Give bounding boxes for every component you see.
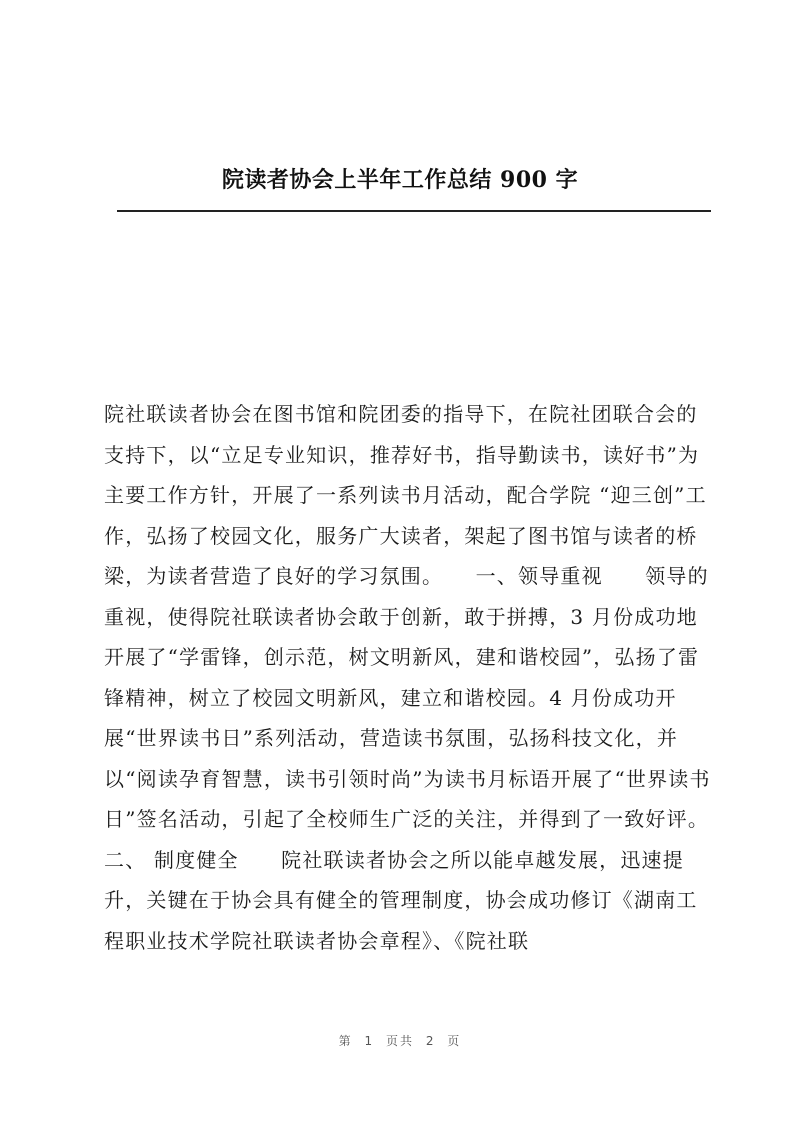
footer-prefix: 第 (338, 1034, 353, 1048)
footer-total-pages: 2 (425, 1034, 436, 1048)
page-footer (0, 1032, 800, 1049)
document-title: 院读者协会上半年工作总结 900 字 (221, 167, 579, 193)
body-paragraph: 院社联读者协会在图书馆和院团委的指导下，在院社团联合会的支持下，以“立足专业知识，推荐好书，指导勤读书，读好书”为主要工作方针，开展了一系列读书月活动，配合学院 “迎三创”工作，弘扬了校园文化，服务广大读者，架起了图书馆与读者的桥梁，为读者营造了良好的学习氛围。 一、领导重视 领导的重视，使得院社联读者协会敢于创新，敢于拼搏，3 月份成功地开展了“学雷锋，创示范，树文明新风，建和谐校园”，弘扬了雷锋精神，树立了校园文明新风，建立和谐校园。4 月份成功开展“世界读书日”系列活动，营造读书氛围，弘扬科技文化，并以“阅读孕育智慧，读书引领时尚”为读书月标语开展了“世界读书日”签名活动，引起了全校师生广泛的关注，并得到了一致好评。 二、 制度健全 院社联读者协会之所以能卓越发展，迅速提升，关键在于协会具有健全的管理制度，协会成功修订《湖南工程职业技术学院社联读者协会章程》、《院社联 (104, 402, 742, 953)
title-divider (117, 210, 711, 212)
footer-suffix: 页 (447, 1034, 462, 1048)
footer-middle: 页共 (385, 1034, 414, 1048)
footer-page-number: 1 (364, 1034, 375, 1048)
